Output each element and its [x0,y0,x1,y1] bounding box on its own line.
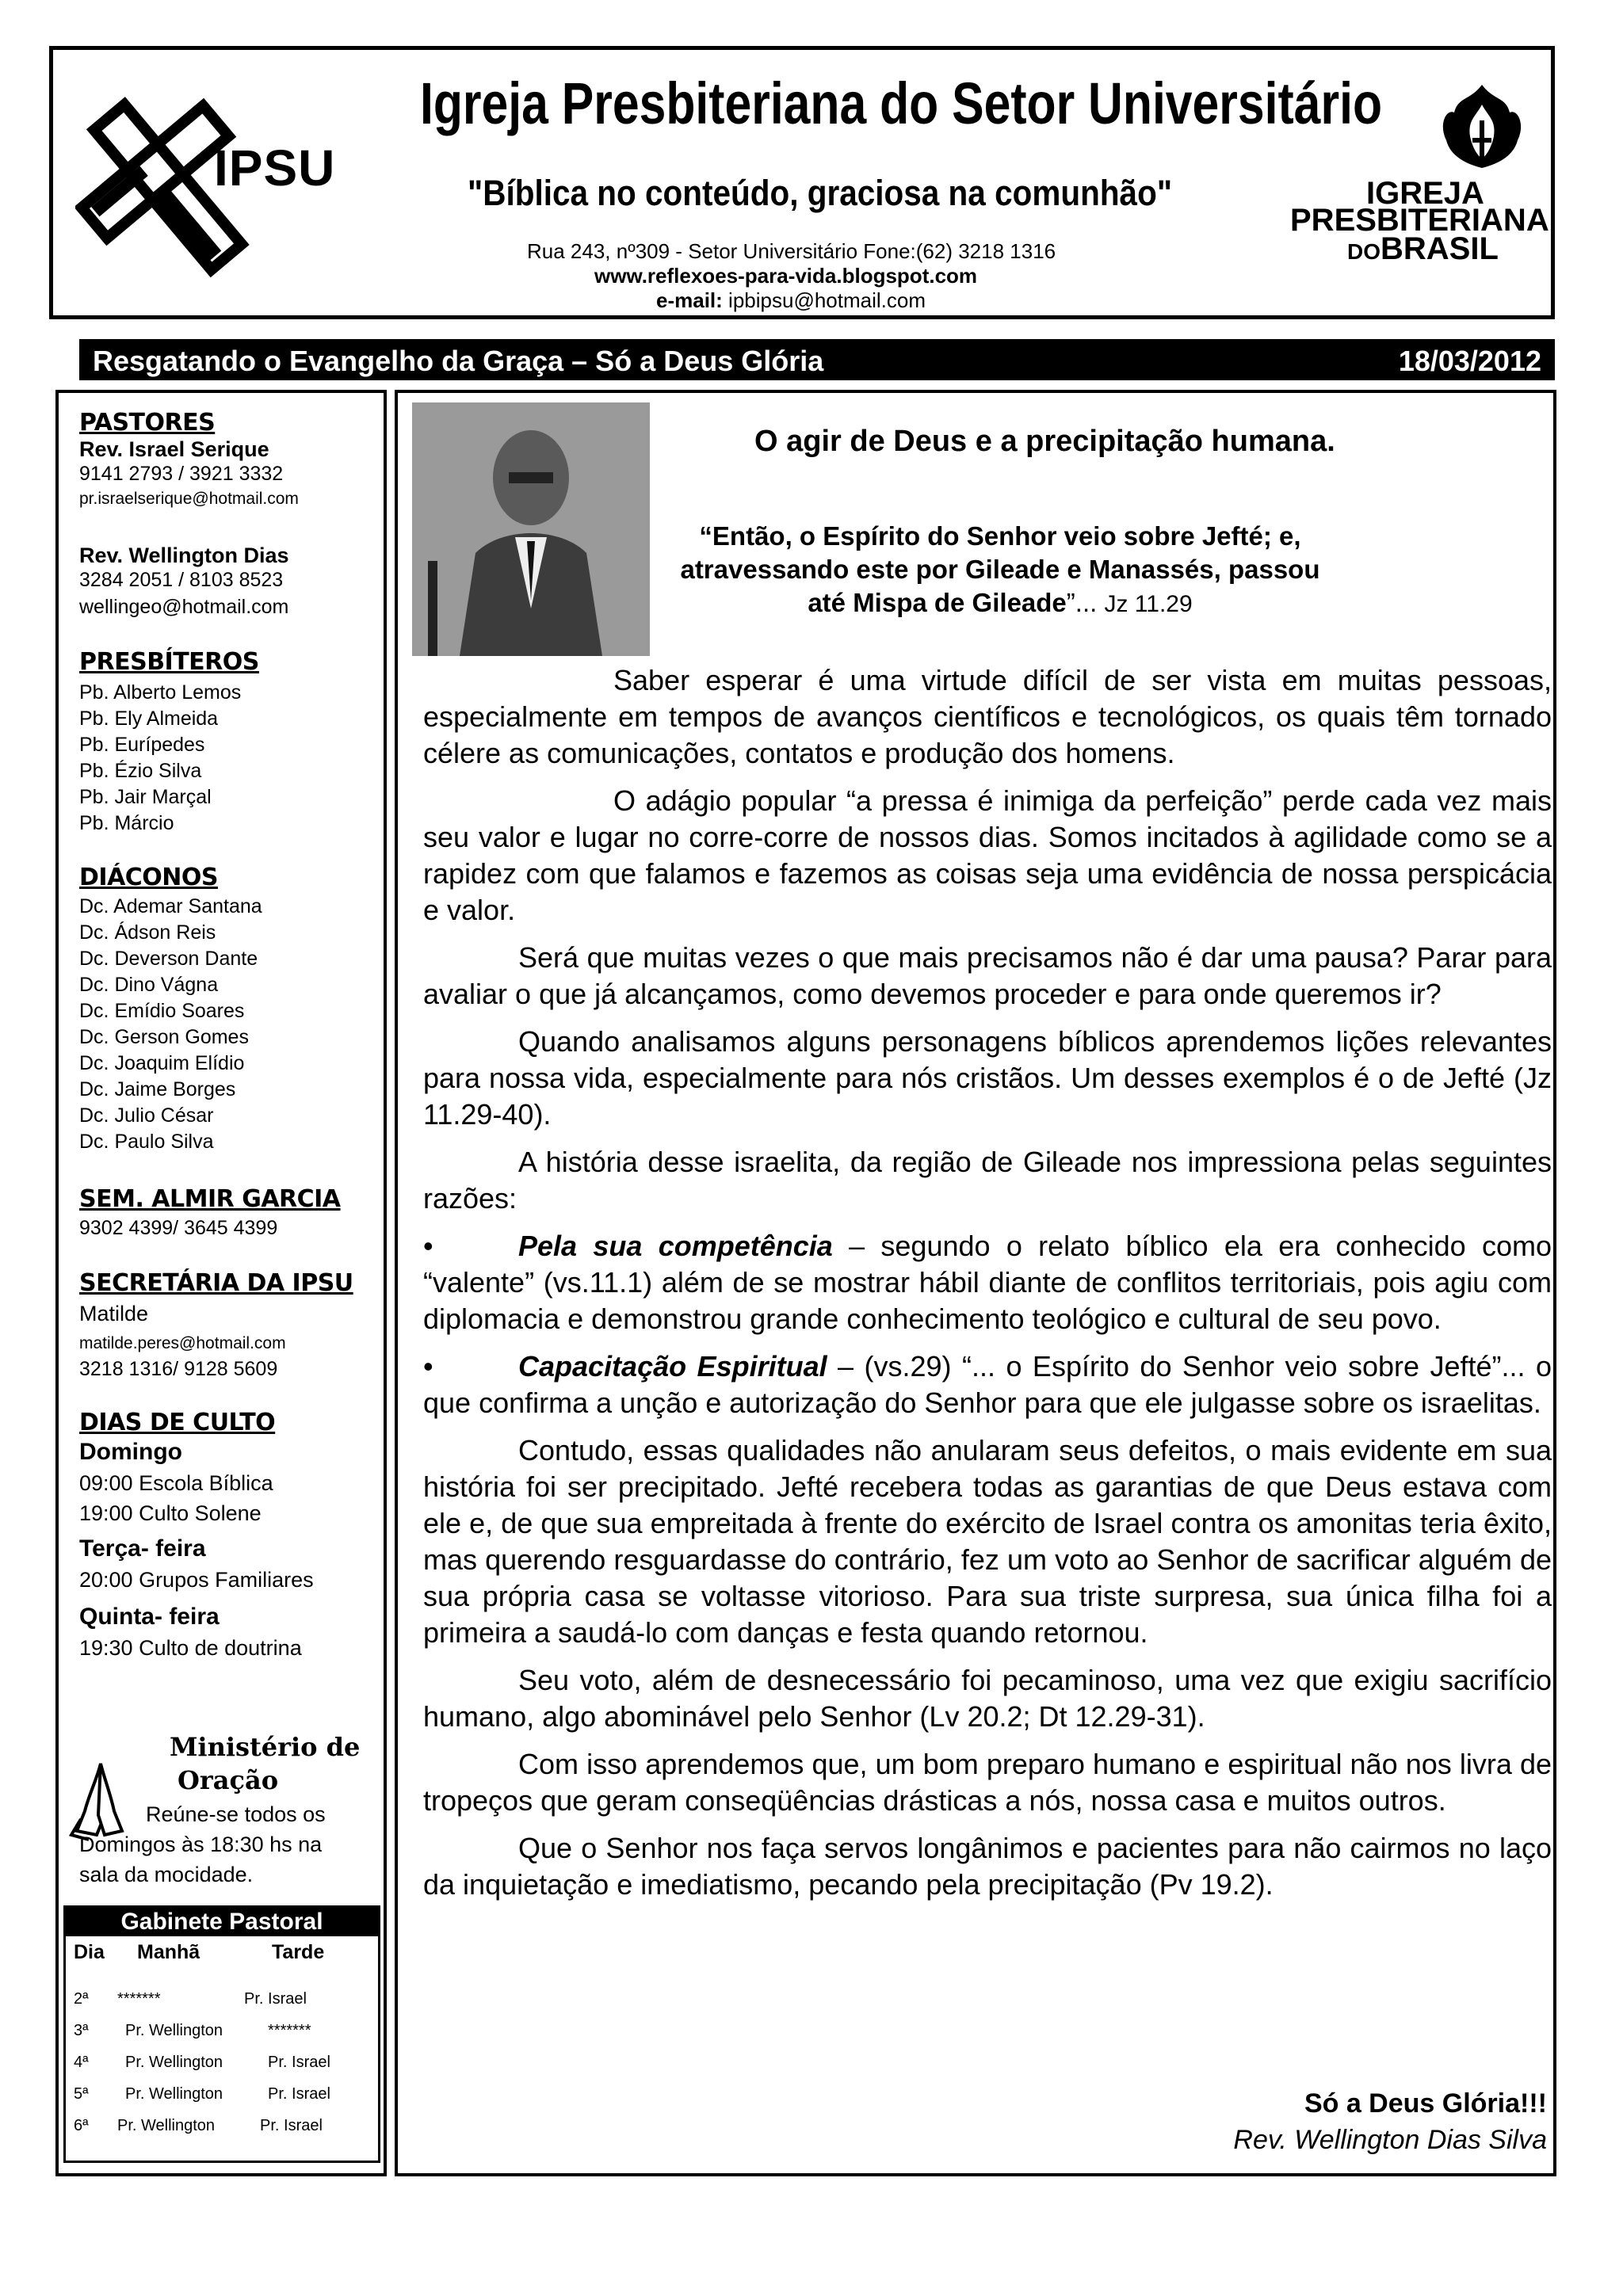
cell-manha: Pr. Wellington [125,2022,223,2039]
email-label: e-mail: [656,288,723,312]
paragraph: Saber esperar é uma virtude difícil de ser vista em muitas pessoas, especialmente em tempos de avanços científicos e tecnológicos, os quais têm tornado célere as comunicações, contatos e produção dos homens. [423,664,1552,769]
verse-text: Então, o Espírito do Senhor veio sobre Jefté; e, atravessando este por Gileade e Manassés, passou até Mispa de Gileade [680,521,1320,617]
domingo-item-1: 09:00 Escola Bíblica [79,1471,273,1495]
sem-heading: SEM. ALMIR GARCIA [79,1185,341,1213]
list-item: Dc. Julio César [79,1104,214,1127]
signature-line-1: Só a Deus Glória!!! [1304,2088,1547,2119]
ministerio-title-2: Oração [178,1765,279,1795]
list-item: Dc. Dino Vágna [79,974,219,996]
dias-culto-heading: DIAS DE CULTO [79,1409,276,1436]
article-verse [667,520,1333,621]
list-item: Dc. Jaime Borges [79,1078,236,1100]
title-banner [79,339,1555,380]
cell-dia: 6ª [74,2117,89,2134]
table-row [74,2054,330,2072]
verse-open: “ [699,521,712,551]
secretaria-name: Matilde [79,1302,149,1325]
table-row [74,2022,311,2040]
ministerio-title-1: Ministério de [170,1732,361,1762]
ipsu-logo-text: IPSU [214,139,336,196]
list-item: Pb. Jair Marçal [79,786,212,808]
sem-phone: 9302 4399/ 3645 4399 [79,1217,278,1239]
cell-dia: 4ª [74,2054,89,2071]
table-row [74,2117,323,2135]
domingo-item-2: 19:00 Culto Solene [79,1501,262,1525]
list-item: Dc. Ademar Santana [79,895,262,917]
pastor2-email[interactable]: wellingeo@hotmail.com [79,596,289,618]
church-address: Rua 243, nº309 - Setor Universitário Fone:(62) 3218 1316 [527,239,1056,263]
col-tarde: Tarde [272,1941,325,1963]
cell-manha: Pr. Wellington [125,2054,223,2071]
bullet-text: – segundo o relato bíblico ela era conhecido como “valente” (vs.11.1) além de se mostrar hábil diante de conflitos territoriais, pois agiu com diplomacia e demonstrou grande conhecimento teológico e cultural de seu povo. [423,1230,1552,1335]
cell-manha: ******* [117,1990,161,2008]
list-item: Dc. Ádson Reis [79,921,216,944]
paragraph: Seu voto, além de desnecessário foi pecaminoso, uma vez que exigiu sacrifício humano, algo abominável pelo Senhor (Lv 20.2; Dt 12.29-31). [423,1664,1552,1733]
article-title: O agir de Deus e a precipitação humana. [754,425,1335,458]
bullet-icon: • [423,1350,433,1383]
paragraph: Com isso aprendemos que, um bom preparo humano e espiritual não nos livra de tropeços que geram conseqüências drásticas a nós, nossa casa e muitos outros. [423,1748,1552,1817]
list-item: Pb. Alberto Lemos [79,681,242,704]
list-item: Pb. Ely Almeida [79,707,219,730]
gabinete-pastoral-table [63,1905,380,2163]
domingo-label: Domingo [79,1439,182,1465]
banner-title: Resgatando o Evangelho da Graça – Só a Deus Glória [93,345,824,377]
email-address: ipbipsu@hotmail.com [728,288,926,312]
signature-author: Rev. Wellington Dias Silva [1233,2125,1547,2155]
col-dia: Dia [74,1941,105,1963]
banner-date: 18/03/2012 [1398,345,1541,377]
church-motto: "Bíblica no conteúdo, graciosa na comunhão" [468,173,1173,213]
secretaria-email[interactable]: matilde.peres@hotmail.com [79,1334,286,1352]
bullet-title: Pela sua competência [518,1230,833,1262]
cell-tarde: Pr. Israel [268,2054,330,2071]
table-row [74,2085,330,2103]
pastor1-name: Rev. Israel Serique [79,437,269,461]
quinta-item-1: 19:30 Culto de doutrina [79,1636,302,1660]
cell-tarde: Pr. Israel [244,1990,307,2008]
ipb-logo-line3 [1347,231,1499,267]
ministerio-text-2: Domingos às 18:30 hs na [79,1833,323,1856]
pastor-photo [412,402,650,656]
bullet-text: – (vs.29) “... o Espírito do Senhor veio sobre Jefté”... o que confirma a unção e autorização do Senhor para que ele julgasse sobre os israelitas. [423,1350,1552,1419]
list-item: Dc. Gerson Gomes [79,1026,249,1048]
verse-ref: Jz 11.29 [1104,591,1193,617]
paragraph: O adágio popular “a pressa é inimiga da perfeição” perde cada vez mais seu valor e lugar no corre-corre de nossos dias. Somos incitados à agilidade como se a rapidez com que falamos e fazemos as coisas seja uma evidência de nossa perspicácia e valor. [423,784,1552,926]
diaconos-list [79,894,262,1155]
list-item: Dc. Deverson Dante [79,948,258,970]
paragraph: A história desse israelita, da região de Gileade nos impressiona pelas seguintes razões: [423,1146,1552,1215]
list-item: Dc. Paulo Silva [79,1131,214,1153]
ministerio-text-1: Reúne-se todos os [146,1802,326,1826]
list-item: Dc. Joaquim Elídio [79,1052,245,1074]
col-manha: Manhã [137,1941,200,1963]
pastor2-name: Rev. Wellington Dias [79,543,289,567]
ipb-do: DO [1347,239,1381,264]
quinta-label: Quinta- feira [79,1604,220,1630]
terca-item-1: 20:00 Grupos Familiares [79,1568,314,1592]
cell-tarde: Pr. Israel [268,2085,330,2103]
paragraph: Contudo, essas qualidades não anularam seus defeitos, o mais evidente em sua história foi ser precipitado. Jefté recebera todas as garantias de que Deus estava com ele e, de que sua empreitada à frente do exército de Israel contra os amonitas teria êxito, mas querendo resguardasse do contrário, fez um voto ao Senhor de sacrificar alguém de sua própria casa se voltasse vitorioso. Para sua triste surpresa, sua única filha foi a primeira a saudá-lo com danças e festa quando retornou. [423,1434,1552,1649]
paragraph: Quando analisamos alguns personagens bíblicos aprendemos lições relevantes para nossa vida, especialmente para nós cristãos. Um desses exemplos é o de Jefté (Jz 11.29-40). [423,1025,1552,1131]
pastor1-email[interactable]: pr.israelserique@hotmail.com [79,490,299,508]
bullet-title: Capacitação Espiritual [518,1350,827,1383]
secretaria-heading: SECRETÁRIA DA IPSU [79,1269,353,1297]
table-row [74,1990,307,2008]
cell-dia: 5ª [74,2085,89,2103]
presbiteros-heading: PRESBÍTEROS [79,648,259,676]
pastor-portrait-icon [412,402,650,656]
list-item: Dc. Emídio Soares [79,1000,245,1022]
secretaria-phone: 3218 1316/ 9128 5609 [79,1358,278,1380]
cell-dia: 2ª [74,1990,89,2008]
list-item: Pb. Ézio Silva [79,760,202,782]
burning-bush-logo-icon [1434,81,1529,174]
pastores-heading: PASTORES [79,409,216,437]
cell-manha: Pr. Wellington [125,2085,223,2103]
article-box [395,390,1556,2176]
diaconos-heading: DIÁCONOS [79,864,219,891]
bullet-item [423,1228,1552,1337]
verse-close: ”... [1066,588,1098,617]
article-body [423,662,1552,1914]
cell-manha: Pr. Wellington [117,2117,216,2134]
gabinete-title: Gabinete Pastoral [66,1908,378,1936]
cell-tarde: Pr. Israel [260,2117,323,2134]
pastor1-phone: 9141 2793 / 3921 3332 [79,463,284,485]
church-email[interactable] [656,288,926,313]
ipb-brasil: BRASIL [1381,231,1499,266]
paragraph: Será que muitas vezes o que mais precisamos não é dar uma pausa? Parar para avaliar o que já alcançamos, como devemos proceder e para onde queremos ir? [423,941,1552,1010]
presbiteros-list [79,680,241,837]
list-item: Pb. Márcio [79,812,174,834]
pastor2-phone: 3284 2051 / 8103 8523 [79,569,284,591]
church-name: Igreja Presbiteriana do Setor Universitário [420,71,1383,136]
terca-label: Terça- feira [79,1535,206,1562]
bullet-icon: • [423,1230,433,1262]
cell-tarde: ******* [268,2022,311,2039]
ministerio-text-3: sala da mocidade. [79,1863,254,1886]
church-website[interactable]: www.reflexoes-para-vida.blogspot.com [594,264,978,288]
ipb-logo-line2: PRESBITERIANA [1290,203,1549,238]
ipb-logo-line1: IGREJA [1366,176,1484,211]
paragraph: Que o Senhor nos faça servos longânimos e pacientes para não cairmos no laço da inquietação e imediatismo, pecando pela precipitação (Pv 19.2). [423,1832,1552,1901]
list-item: Pb. Eurípedes [79,734,205,756]
bullet-item [423,1348,1552,1421]
cell-dia: 3ª [74,2022,89,2039]
